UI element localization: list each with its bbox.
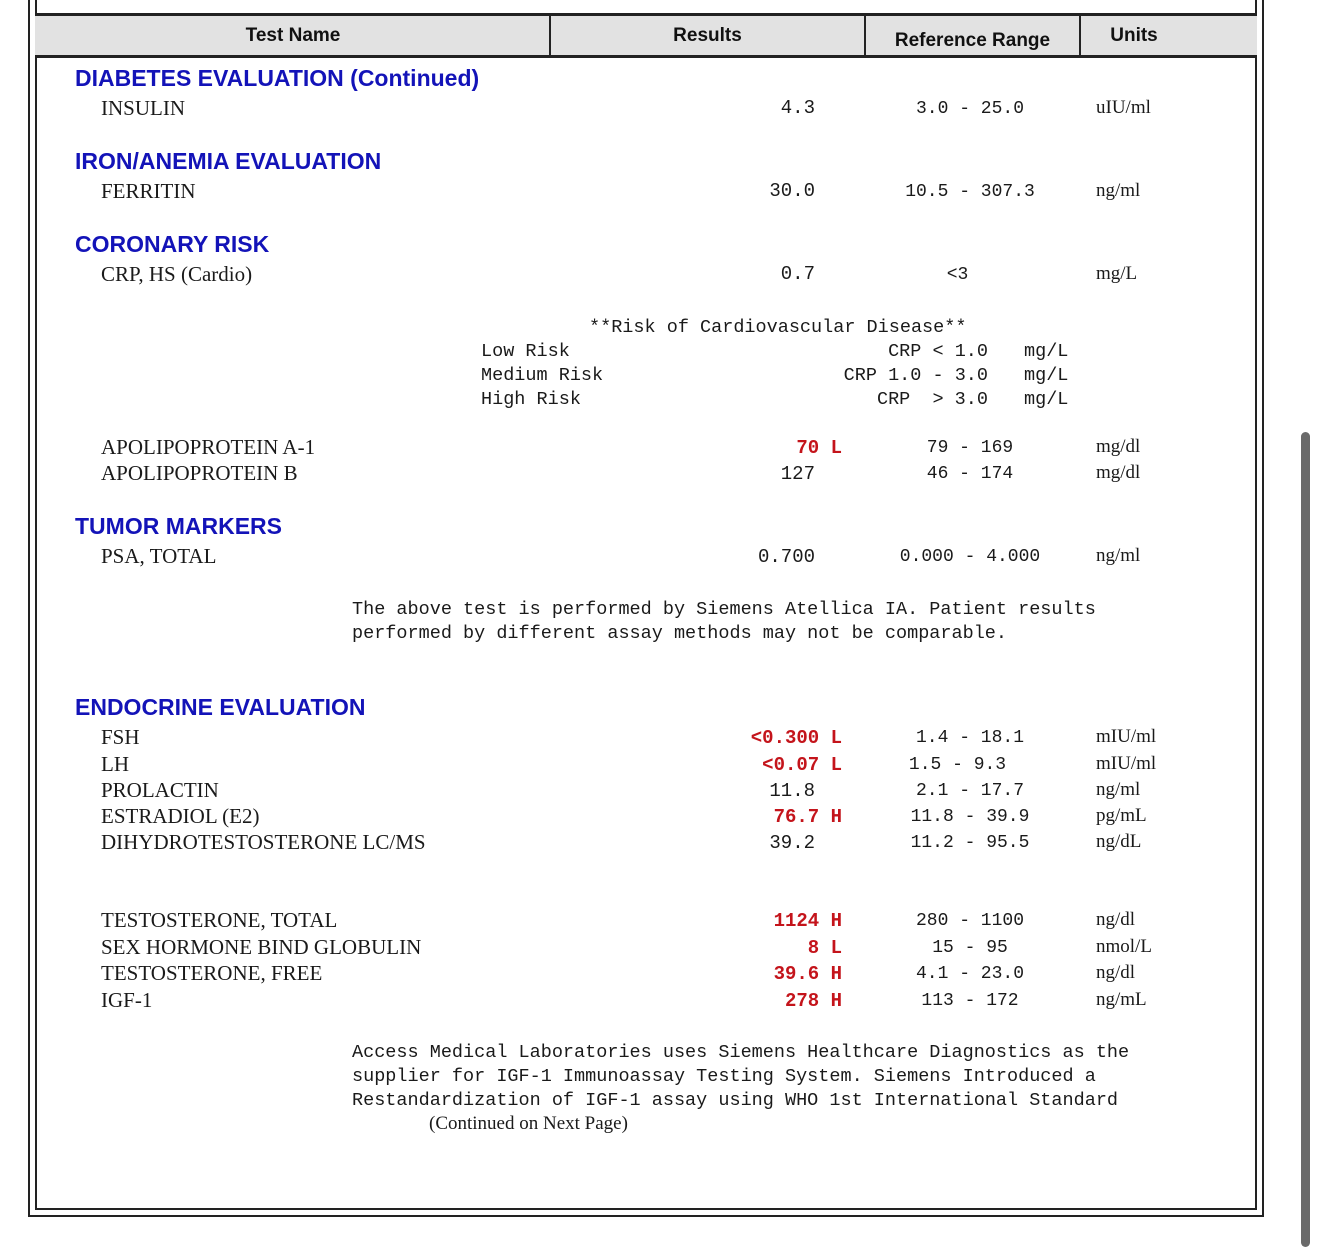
scrollbar[interactable] — [1301, 432, 1310, 1247]
igf-note-line: supplier for IGF-1 Immunoassay Testing System. Siemens Introduced a — [352, 1066, 1096, 1087]
section-title-endocrine: ENDOCRINE EVALUATION — [75, 694, 366, 720]
reference-range: 79 - 169 — [926, 438, 1014, 458]
header-units: Units — [1110, 25, 1158, 46]
reference-range: 280 - 1100 — [915, 911, 1025, 931]
test-result: 39.2 — [769, 832, 815, 854]
test-unit: mIU/ml — [1096, 753, 1157, 774]
continued-note: (Continued on Next Page) — [429, 1113, 628, 1134]
igf-note-line: Restandardization of IGF-1 assay using WHO 1st International Standard — [352, 1090, 1119, 1111]
test-unit: pg/mL — [1096, 805, 1147, 826]
test-name: FSH — [101, 725, 140, 749]
reference-range: 11.8 - 39.9 — [910, 807, 1030, 827]
test-unit: mg/dl — [1096, 436, 1141, 457]
section-title-diabetes: DIABETES EVALUATION (Continued) — [75, 65, 480, 91]
test-unit: mg/dl — [1096, 462, 1141, 483]
test-unit: mg/L — [1096, 263, 1138, 284]
section-title-tumor: TUMOR MARKERS — [75, 513, 282, 539]
test-name: TESTOSTERONE, TOTAL — [101, 908, 338, 932]
test-unit: ng/mL — [1096, 989, 1147, 1010]
test-unit: ng/ml — [1096, 180, 1141, 201]
risk-label: Low Risk — [481, 341, 570, 362]
risk-unit: mg/L — [1024, 365, 1069, 386]
test-name: APOLIPOPROTEIN A-1 — [101, 435, 316, 459]
test-unit: uIU/ml — [1096, 97, 1151, 118]
risk-crp: CRP < 1.0 — [888, 341, 988, 362]
section-title-coronary: CORONARY RISK — [75, 231, 270, 257]
psa-note-line: performed by different assay methods may not be comparable. — [352, 623, 1008, 644]
header-reference-range: Reference Range — [894, 30, 1051, 51]
reference-range: <3 — [946, 265, 969, 285]
test-result-flagged: <0.07 L — [762, 754, 842, 776]
reference-range: 1.4 - 18.1 — [915, 728, 1025, 748]
test-unit: mIU/ml — [1096, 726, 1157, 747]
psa-note-line: The above test is performed by Siemens Atellica IA. Patient results — [352, 599, 1096, 620]
section-title-iron: IRON/ANEMIA EVALUATION — [75, 148, 382, 174]
header-results: Results — [673, 25, 742, 46]
test-result: 0.700 — [757, 546, 815, 568]
test-name: INSULIN — [101, 96, 185, 120]
risk-unit: mg/L — [1024, 341, 1069, 362]
igf-note-line: Access Medical Laboratories uses Siemens Healthcare Diagnostics as the — [352, 1042, 1130, 1063]
test-result-flagged: 39.6 H — [773, 963, 842, 985]
test-unit: ng/dL — [1096, 831, 1142, 852]
risk-unit: mg/L — [1024, 389, 1069, 410]
test-name: CRP, HS (Cardio) — [101, 262, 253, 286]
reference-range: 1.5 - 9.3 — [908, 755, 1007, 775]
test-result: 0.7 — [780, 263, 815, 285]
test-unit: ng/dl — [1096, 962, 1136, 983]
test-result: 4.3 — [780, 97, 815, 119]
test-result-flagged: 70 L — [796, 437, 842, 459]
test-name: PROLACTIN — [101, 778, 219, 802]
reference-range: 11.2 - 95.5 — [910, 833, 1030, 853]
test-name: DIHYDROTESTOSTERONE LC/MS — [101, 830, 426, 854]
reference-range: 10.5 - 307.3 — [905, 182, 1035, 202]
header-test-name: Test Name — [245, 25, 341, 46]
test-name: LH — [101, 752, 129, 776]
test-result-flagged: 8 L — [807, 937, 842, 959]
test-result-flagged: 1124 H — [773, 910, 842, 932]
risk-label: High Risk — [481, 389, 581, 410]
risk-crp: CRP 1.0 - 3.0 — [843, 365, 988, 386]
test-result-flagged: 278 H — [784, 990, 842, 1012]
cardio-risk-title: **Risk of Cardiovascular Disease** — [589, 317, 967, 338]
test-name: ESTRADIOL (E2) — [101, 804, 260, 828]
test-name: APOLIPOPROTEIN B — [101, 461, 298, 485]
reference-range: 113 - 172 — [921, 991, 1019, 1011]
test-unit: nmol/L — [1096, 936, 1152, 957]
reference-range: 0.000 - 4.000 — [899, 547, 1041, 567]
test-result: 30.0 — [769, 180, 815, 202]
test-result: 11.8 — [769, 780, 815, 802]
reference-range: 15 - 95 — [932, 938, 1008, 958]
test-result-flagged: <0.300 L — [750, 727, 842, 749]
test-unit: ng/ml — [1096, 779, 1141, 800]
risk-label: Medium Risk — [481, 365, 604, 386]
test-unit: ng/ml — [1096, 545, 1141, 566]
reference-range: 2.1 - 17.7 — [915, 781, 1025, 801]
test-name: FERRITIN — [101, 179, 196, 203]
test-name: SEX HORMONE BIND GLOBULIN — [101, 935, 422, 959]
test-name: IGF-1 — [101, 988, 153, 1012]
test-name: TESTOSTERONE, FREE — [101, 961, 323, 985]
test-unit: ng/dl — [1096, 909, 1136, 930]
reference-range: 3.0 - 25.0 — [915, 99, 1025, 119]
test-result-flagged: 76.7 H — [773, 806, 842, 828]
test-name: PSA, TOTAL — [101, 544, 217, 568]
reference-range: 4.1 - 23.0 — [915, 964, 1025, 984]
test-result: 127 — [780, 463, 815, 485]
reference-range: 46 - 174 — [926, 464, 1014, 484]
risk-crp: CRP > 3.0 — [876, 389, 988, 410]
